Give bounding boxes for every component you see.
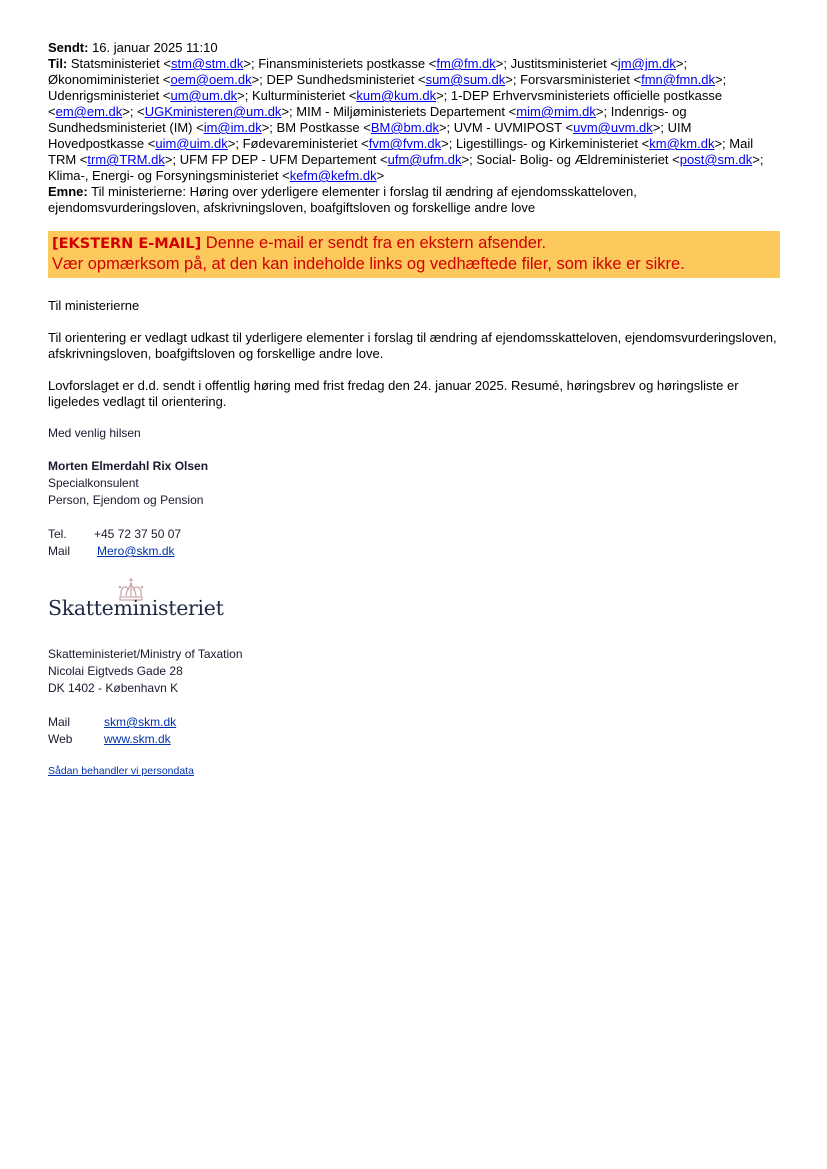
subject-row — [48, 184, 780, 216]
banner-text-2: Vær opmærksom på, at den kan indeholde links og vedhæftede filer, som ikke er sikre. — [52, 254, 685, 273]
recipient-email-link[interactable]: oem@oem.dk — [170, 72, 252, 87]
recipient: MIM - Miljøministeriets Departement <mim@mim.dk>; — [296, 104, 611, 119]
recipient-name: Finansministeriets postkasse — [258, 56, 426, 71]
recipient-name: Social- Bolig- og Ældreministeriet — [476, 152, 669, 167]
recipient-email-link[interactable]: sum@sum.dk — [425, 72, 506, 87]
recipient: DEP Sundhedsministeriet <sum@sum.dk>; — [266, 72, 521, 87]
recipient-email-link[interactable]: ufm@ufm.dk — [387, 152, 462, 167]
subject-label: Emne: — [48, 184, 88, 199]
recipient-name: Klima-, Energi- og Forsyningsministeriet — [48, 168, 279, 183]
recipient: Indenrigs- og Sundhedsministeriet (IM) <im@im.dk>; — [48, 104, 687, 135]
tel-label: Tel. — [48, 527, 67, 541]
recipient: Kulturministeriet <kum@kum.dk>; — [251, 88, 451, 103]
recipient-name: Økonomiministeriet — [48, 72, 160, 87]
privacy-link[interactable]: Sådan behandler vi persondata — [48, 765, 194, 777]
org-address-2: DK 1402 - København K — [48, 681, 179, 695]
recipient: Ligestillings- og Kirkeministeriet <km@km.dk>; — [455, 136, 730, 151]
tel-row — [48, 526, 780, 543]
recipient-email-link[interactable]: im@im.dk — [203, 120, 262, 135]
recipient-email-link[interactable]: fvm@fvm.dk — [368, 136, 442, 151]
recipient-email-link[interactable]: uim@uim.dk — [155, 136, 228, 151]
recipient-email-link[interactable]: em@em.dk — [55, 104, 123, 119]
recipient: Fødevareministeriet <fvm@fvm.dk>; — [242, 136, 456, 151]
sender-title: Specialkonsulent — [48, 476, 139, 490]
web-row — [48, 731, 780, 748]
recipient-name: Ligestillings- og Kirkeministeriet — [455, 136, 639, 151]
recipient: Social- Bolig- og Ældreministeriet <post@sm.dk>; — [476, 152, 764, 167]
org-address-1: Nicolai Eigtveds Gade 28 — [48, 664, 183, 678]
org-mail-label: Mail — [48, 715, 71, 729]
banner-text-1: Denne e-mail er sendt fra en ekstern afsender. — [205, 234, 547, 252]
sender-mail-link[interactable]: Mero@skm.dk — [97, 544, 175, 558]
recipient-name: Statsministeriet — [70, 56, 160, 71]
recipient-email-link[interactable]: trm@TRM.dk — [87, 152, 165, 167]
sent-row — [48, 40, 780, 56]
recipient-name: Udenrigsministeriet — [48, 88, 160, 103]
logo-wordmark: Skatteministeriet — [48, 596, 224, 620]
recipient: Klima-, Energi- og Forsyningsministeriet <kefm@kefm.dk> — [48, 168, 385, 183]
recipient-name: Mail TRM — [48, 136, 754, 167]
recipient-email-link[interactable]: BM@bm.dk — [370, 120, 439, 135]
org-web-link[interactable]: www.skm.dk — [104, 732, 171, 746]
signature — [48, 425, 780, 780]
web-label: Web — [48, 732, 73, 746]
banner-line-1 — [52, 234, 776, 255]
mail-label: Mail — [48, 544, 71, 558]
recipient: Justitsministeriet <jm@jm.dk>; — [510, 56, 688, 71]
body-paragraph-1: Til orientering er vedlagt udkast til yderligere elementer i forslag til ændring af ejendomsskatteloven, ejendomsvurderingsloven, afskrivningsloven, boafgiftsloven og forskellige andre love. — [48, 330, 777, 361]
recipient-email-link[interactable]: km@km.dk — [649, 136, 715, 151]
external-email-banner — [48, 231, 780, 278]
recipient: UFM FP DEP - UFM Departement <ufm@ufm.dk>; — [179, 152, 477, 167]
to-label: Til: — [48, 56, 68, 71]
recipient-email-link[interactable]: fmn@fmn.dk — [641, 72, 715, 87]
recipient-name: 1-DEP Erhvervsministeriets officielle postkasse — [450, 88, 723, 103]
email-page — [48, 40, 780, 780]
recipient-name: Forsvarsministeriet — [520, 72, 630, 87]
closing: Med venlig hilsen — [48, 426, 141, 440]
recipient-email-link[interactable]: kum@kum.dk — [356, 88, 437, 103]
recipient-name: Fødevareministeriet — [242, 136, 358, 151]
recipient-name: Indenrigs- og Sundhedsministeriet (IM) — [48, 104, 687, 135]
recipient: Udenrigsministeriet <um@um.dk>; — [48, 88, 252, 103]
recipient-email-link[interactable]: uvm@uvm.dk — [573, 120, 653, 135]
recipient-email-link[interactable]: mim@mim.dk — [516, 104, 596, 119]
greeting: Til ministerierne — [48, 298, 140, 313]
privacy-row — [48, 763, 780, 780]
recipient-name: Kulturministeriet — [251, 88, 346, 103]
recipient-email-link[interactable]: post@sm.dk — [679, 152, 753, 167]
recipient-email-link[interactable]: jm@jm.dk — [617, 56, 676, 71]
recipient-email-link[interactable]: stm@stm.dk — [170, 56, 244, 71]
subject-value: Til ministerierne: Høring over yderligere elementer i forslag til ændring af ejendomsskatteloven, ejendomsvurderingsloven, afskrivningsloven, boafgiftsloven og forskellige andre love — [48, 184, 637, 215]
mail-row — [48, 543, 780, 560]
sent-value: 16. januar 2025 11:10 — [92, 40, 218, 55]
email-header — [48, 40, 780, 216]
recipient: UIM Hovedpostkasse <uim@uim.dk>; — [48, 120, 692, 151]
recipient-email-link[interactable]: fm@fm.dk — [436, 56, 496, 71]
banner-tag: [EKSTERN E-MAIL] — [52, 236, 202, 252]
recipient: Forsvarsministeriet <fmn@fmn.dk>; — [520, 72, 727, 87]
recipient-name: UVM - UVMIPOST — [453, 120, 562, 135]
recipient-name: Justitsministeriet — [510, 56, 607, 71]
recipient-name: UIM Hovedpostkasse — [48, 120, 692, 151]
sender-name: Morten Elmerdahl Rix Olsen — [48, 459, 209, 473]
sender-department: Person, Ejendom og Pension — [48, 493, 204, 507]
recipient-name: UFM FP DEP - UFM Departement — [179, 152, 377, 167]
recipient-name: MIM - Miljøministeriets Departement — [296, 104, 506, 119]
body-paragraph-2: Lovforslaget er d.d. sendt i offentlig høring med frist fredag den 24. januar 2025. Resumé, høringsbrev og høringsliste er ligeledes vedlagt til orientering. — [48, 378, 739, 409]
recipient-email-link[interactable]: kefm@kefm.dk — [289, 168, 377, 183]
recipient-email-link[interactable]: UGKministeren@um.dk — [144, 104, 282, 119]
org-name: Skatteministeriet/Ministry of Taxation — [48, 647, 243, 661]
recipient: 1-DEP Erhvervsministeriets officielle postkasse <em@em.dk>; — [48, 88, 723, 119]
org-mail-row — [48, 714, 780, 731]
recipient: BM Postkasse <BM@bm.dk>; — [276, 120, 454, 135]
recipient: <UGKministeren@um.dk>; — [137, 104, 297, 119]
recipient-email-link[interactable]: um@um.dk — [170, 88, 238, 103]
sent-label: Sendt: — [48, 40, 89, 55]
recipient: Mail TRM <trm@TRM.dk>; — [48, 136, 754, 167]
recipient: Statsministeriet <stm@stm.dk>; — [70, 56, 259, 71]
recipient-name: BM Postkasse — [276, 120, 360, 135]
recipient: Økonomiministeriet <oem@oem.dk>; — [48, 72, 267, 87]
recipient: UVM - UVMIPOST <uvm@uvm.dk>; — [453, 120, 668, 135]
recipient: Finansministeriets postkasse <fm@fm.dk>; — [258, 56, 511, 71]
recipient-list — [48, 56, 763, 183]
recipient-name: DEP Sundhedsministeriet — [266, 72, 415, 87]
org-mail-link[interactable]: skm@skm.dk — [104, 715, 177, 729]
tel-value: +45 72 37 50 07 — [94, 527, 182, 541]
email-body — [48, 298, 780, 410]
to-row — [48, 56, 780, 184]
skatteministeriet-logo — [48, 576, 780, 628]
